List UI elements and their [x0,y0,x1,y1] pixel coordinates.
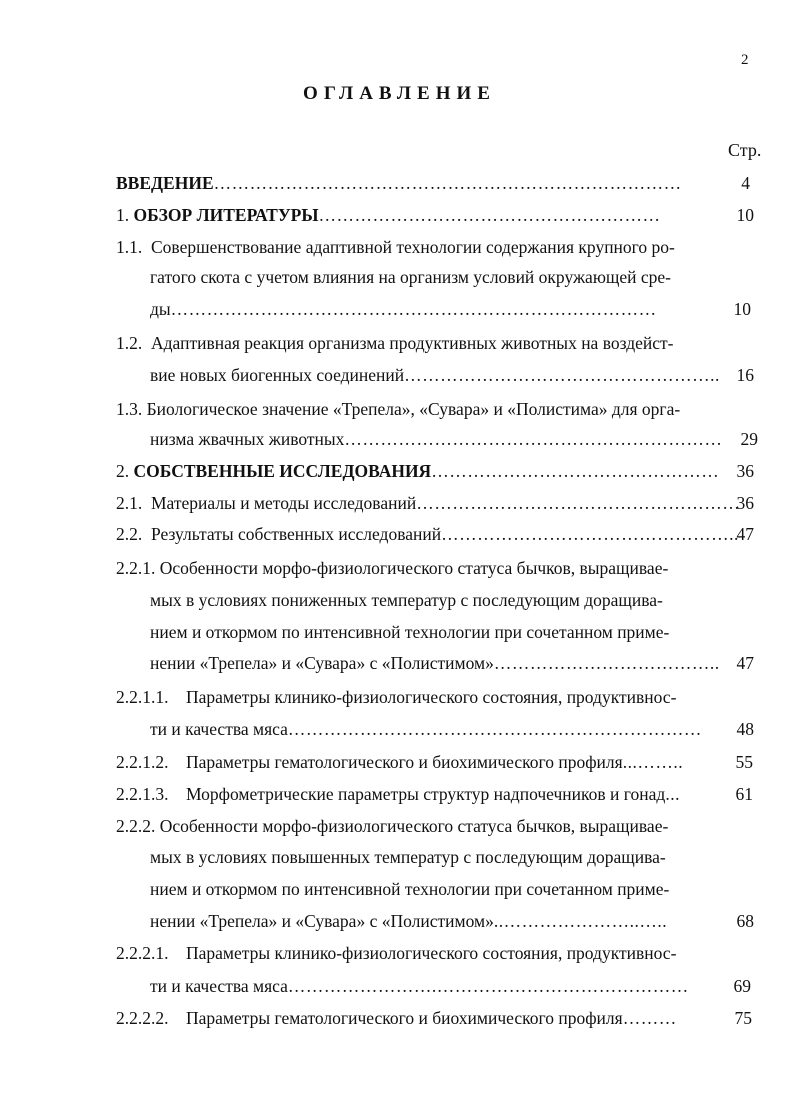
toc-entry-number: 2.2.2.2. [116,1008,169,1028]
toc-entry-label: ОБЗОР ЛИТЕРАТУРЫ [133,205,319,225]
toc-entry-text: Совершенствование адаптивной технологии содержания крупного ро- [151,237,675,257]
toc-entry-2-2-1-line4 [150,652,720,674]
toc-entry-2-2-1-1 [116,686,676,708]
toc-entry-number: 2.1. [116,493,143,513]
toc-entry-1 [116,204,661,226]
toc-entry-text: Материалы и методы исследований [151,493,417,513]
toc-entry-number: 1.3. [116,399,143,419]
toc-entry-text: ды [150,299,171,319]
toc-leader-dots: ……………………………………………………………………… [170,299,657,319]
toc-entry-text: Особенности морфо-физиологического статуса бычков, выращивае- [159,816,669,836]
toc-entry-text: Параметры гематологического и биохимического профиля [186,1008,623,1028]
toc-entry-2-2-1 [116,557,668,579]
toc-entry-text: низма жвачных животных [150,429,345,449]
toc-entry-text: Параметры гематологического и биохимического профиля [186,752,623,772]
toc-entry-1-2-line2 [150,364,720,386]
toc-entry-text: ти и качества мяса [150,719,288,739]
toc-entry-2-2 [116,523,739,545]
toc-leader-dots: ...…….. [622,752,684,772]
toc-entry-page: 75 [734,1008,752,1028]
toc-leader-dots: ……… [622,1008,677,1028]
toc-entry-2-1 [116,492,740,514]
page-column-header: Стр. [728,140,762,160]
toc-entry-page: 68 [736,911,754,931]
toc-entry-page: 10 [736,205,754,225]
toc-entry-text: Адаптивная реакция организма продуктивных животных на воздейст- [151,333,674,353]
toc-entry-2-2-2-1-line2 [150,975,689,997]
toc-entry-page: 69 [733,976,751,996]
toc-entry-page: 10 [733,299,751,319]
toc-entry-1-1-line2: гатого скота с учетом влияния на организм условий окружающей сре- [150,267,671,287]
toc-entry-page: 36 [736,461,754,481]
toc-entry-page: 47 [736,653,754,673]
toc-entry-number: 2.2.2. [116,816,156,836]
toc-leader-dots: ………………………………………… [431,461,720,481]
toc-entry-1-3 [116,398,680,420]
toc-entry-2-2-2-2 [116,1007,677,1029]
toc-entry-2-2-1-line3: нием и откормом по интенсивной технологии при сочетанном приме- [150,622,670,642]
toc-entry-page: 16 [736,365,754,385]
toc-entry-number: 1.1. [116,237,143,257]
toc-leader-dots: …………………………………………………………………… [213,173,682,193]
toc-entry-page: 55 [735,752,753,772]
toc-entry-number: 1.2. [116,333,143,353]
toc-leader-dots: …………………………………………………………… [287,719,702,739]
toc-entry-2-2-1-1-line2 [150,718,702,740]
toc-entry-text: Особенности морфо-физиологического статуса бычков, выращивае- [159,558,669,578]
toc-leader-dots: ……………………………………………………… [344,429,723,449]
toc-entry-1-1-line3 [150,298,657,320]
toc-entry-text: ти и качества мяса [150,976,288,996]
toc-entry-number: 2.2.1.2. [116,752,169,772]
toc-entry-text: Параметры клинико-физиологического состояния, продуктивнос- [186,943,677,963]
toc-leader-dots: ……………………………………………… [416,493,741,513]
toc-entry-2-2-2-line4 [150,910,667,932]
toc-entry-2-2-1-line2: мых в условиях пониженных температур с последующим доращива- [150,590,663,610]
toc-entry-text: нении «Трепела» и «Сувара» с «Полистимом» [150,653,494,673]
toc-entry-2-2-2-line3: нием и откормом по интенсивной технологии при сочетанном приме- [150,879,670,899]
toc-entry-number: 2.2.1. [116,558,156,578]
toc-leader-dots: …………………….…………………………………… [287,976,689,996]
toc-entry-number: 2.2.1.3. [116,784,169,804]
toc-entry-text: вие новых биогенных соединений [150,365,405,385]
toc-leader-dots: ………………………………………….. [441,524,739,544]
toc-entry-2-2-2-line2: мых в условиях повышенных температур с последующим доращива- [150,847,666,867]
toc-entry-2 [116,460,719,482]
toc-entry-2-2-2 [116,815,668,837]
toc-entry-2-2-1-2 [116,751,683,773]
toc-entry-2-2-1-3 [116,783,680,805]
toc-entry-page: 4 [741,173,750,193]
toc-entry-1-3-line2 [150,428,722,450]
toc-entry-label: СОБСТВЕННЫЕ ИССЛЕДОВАНИЯ [133,461,432,481]
toc-entry-number: 2.2.2.1. [116,943,169,963]
toc-entry-text: Морфометрические параметры структур надпочечников и гонад [186,784,666,804]
toc-entry-number: 2. [116,461,130,481]
toc-entry-number: 2.2. [116,524,143,544]
toc-entry-number: 2.2.1.1. [116,687,169,707]
toc-entry-text: Параметры клинико-физиологического состояния, продуктивнос- [186,687,677,707]
toc-entry-1-1 [116,236,675,258]
toc-entry-page: 48 [736,719,754,739]
toc-entry-page: 61 [735,784,753,804]
page-number: 2 [741,52,749,68]
toc-leader-dots: ………………………………………………… [318,205,661,225]
toc-entry-page: 47 [736,524,754,544]
toc-entry-2-2-2-1 [116,942,676,964]
toc-entry-page: 36 [736,493,754,513]
toc-entry-number: 1. [116,205,130,225]
toc-entry-text: Биологическое значение «Трепела», «Сувара» и «Полистима» для орга- [146,399,681,419]
toc-leader-dots: …………………………………………….. [404,365,720,385]
toc-entry-text: Результаты собственных исследований [151,524,442,544]
toc-entry-page: 29 [740,429,758,449]
toc-entry-intro [116,172,682,194]
toc-leader-dots: ……………………………….. [493,653,720,673]
toc-entry-label: ВВЕДЕНИЕ [116,173,214,193]
toc-leader-dots: ..…………………..….. [493,911,668,931]
toc-entry-1-2 [116,332,673,354]
toc-entry-text: нении «Трепела» и «Сувара» с «Полистимом» [150,911,494,931]
toc-leader-dots: ... [665,784,680,804]
page-title: ОГЛАВЛЕНИЕ [303,83,496,104]
